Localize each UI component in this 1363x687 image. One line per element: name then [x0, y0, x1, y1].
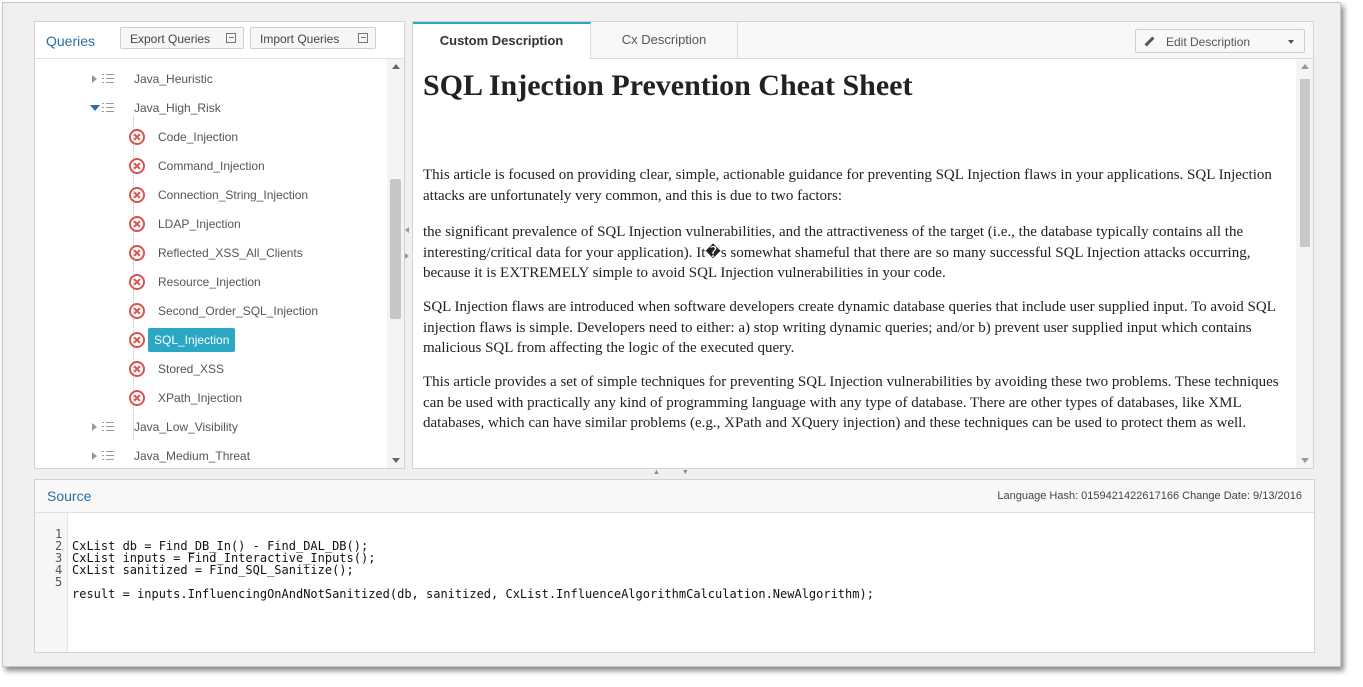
tree-item-sql-injection[interactable] — [35, 328, 375, 352]
tree-item-label: Connection_String_Injection — [158, 188, 309, 202]
import-icon — [358, 33, 368, 43]
tree-item-label: Resource_Injection — [158, 275, 261, 289]
tree-group-java-low-visibility[interactable] — [35, 415, 375, 439]
description-scrollbar[interactable] — [1296, 59, 1313, 468]
tree-item-ldap-injection[interactable] — [35, 212, 375, 236]
query-error-icon — [129, 216, 145, 232]
line-number: 1 — [55, 527, 63, 541]
tree-item-resource-injection[interactable] — [35, 270, 375, 294]
description-heading: SQL Injection Prevention Cheat Sheet — [423, 69, 913, 102]
tab-custom-description[interactable]: Custom Description — [413, 22, 591, 59]
queries-panel — [34, 21, 405, 469]
tree-item-stored-xss[interactable] — [35, 357, 375, 381]
expand-arrow-icon[interactable] — [92, 452, 97, 460]
collapse-arrow-icon[interactable] — [90, 105, 100, 111]
collapse-left-icon[interactable] — [405, 227, 409, 233]
line-number: 5 — [55, 575, 63, 589]
description-paragraph: This article is focused on providing clear, simple, actionable guidance for preventing SQL Injection flaws in your applications. SQL Injection attacks are unfortunately very common, and this is due to two factors: — [423, 167, 1272, 204]
query-error-icon — [129, 332, 145, 348]
code-text: CxList db = Find_DB_In() - Find_DAL_DB(); — [72, 539, 369, 553]
tree-group-label: Java_Heuristic — [134, 72, 213, 86]
edit-description-label: Edit Description — [1166, 35, 1251, 49]
query-error-icon — [129, 274, 145, 290]
code-line — [35, 552, 93, 577]
line-number: 4 — [55, 563, 63, 577]
export-icon — [226, 33, 236, 43]
panel-splitter[interactable] — [403, 223, 412, 263]
tree-group-java-heuristic[interactable] — [35, 67, 375, 91]
tree-item-label-selected: SQL_Injection — [148, 328, 235, 352]
tree-item-label: XPath_Injection — [158, 391, 243, 405]
query-error-icon — [129, 361, 145, 377]
tree-item-label: Stored_XSS — [158, 362, 225, 376]
queries-header — [35, 22, 404, 59]
source-meta: Language Hash: 0159421422617166 Change Date: 9/13/2016 — [997, 490, 1302, 502]
tree-item-connection-string-injection[interactable] — [35, 183, 375, 207]
export-queries-button[interactable] — [120, 27, 244, 49]
source-title: Source — [47, 488, 92, 504]
list-icon — [102, 102, 114, 114]
import-queries-label: Import Queries — [260, 32, 340, 46]
code-text: result = inputs.InfluencingOnAndNotSanitized(db, sanitized, CxList.InfluenceAlgorithmCalculation.NewAlgorithm); — [72, 587, 874, 601]
app-window — [2, 2, 1341, 667]
tree-item-command-injection[interactable] — [35, 154, 375, 178]
query-error-icon — [129, 187, 145, 203]
scroll-up-icon[interactable] — [1301, 64, 1309, 69]
expand-arrow-icon[interactable] — [92, 423, 97, 431]
tree-item-code-injection[interactable] — [35, 125, 375, 149]
tree-group-java-high-risk[interactable] — [35, 96, 375, 120]
tree-group-label: Java_Medium_Threat — [134, 449, 251, 463]
tree-item-label: Reflected_XSS_All_Clients — [158, 246, 303, 260]
description-paragraph: the significant prevalence of SQL Injection vulnerabilities, and the attractiveness of the target (i.e., the database typically contains all the interesting/critical data for your application). It�s somewhat shameful that there are so many successful SQL Injection attacks occurring, because it is EXTREMELY simple to avoid SQL Injection vulnerabilities in your code. — [423, 224, 1251, 281]
list-icon — [102, 450, 114, 462]
query-tree-scrollbar[interactable] — [387, 59, 404, 468]
scrollbar-thumb[interactable] — [1300, 79, 1310, 247]
tree-item-label: LDAP_Injection — [158, 217, 241, 231]
horizontal-splitter-icon[interactable]: ▲▼ — [653, 469, 711, 476]
export-queries-label: Export Queries — [130, 32, 211, 46]
source-header — [35, 480, 1314, 513]
query-error-icon — [129, 129, 145, 145]
scroll-down-icon[interactable] — [392, 458, 400, 463]
code-text: CxList inputs = Find_Interactive_Inputs(); — [72, 551, 376, 565]
description-panel — [412, 21, 1314, 469]
query-error-icon — [129, 303, 145, 319]
query-error-icon — [129, 245, 145, 261]
chevron-down-icon[interactable] — [1288, 40, 1294, 44]
tree-item-reflected-xss-all-clients[interactable] — [35, 241, 375, 265]
queries-title: Queries — [46, 33, 96, 49]
scroll-up-icon[interactable] — [392, 64, 400, 69]
description-tabs — [413, 22, 1313, 59]
query-error-icon — [129, 158, 145, 174]
list-icon — [102, 421, 114, 433]
code-text: CxList sanitized = Find_SQL_Sanitize(); — [72, 563, 354, 577]
tree-item-xpath-injection[interactable] — [35, 386, 375, 410]
line-number: 3 — [55, 551, 63, 565]
import-queries-button[interactable] — [250, 27, 376, 49]
tree-group-label: Java_Low_Visibility — [134, 420, 238, 434]
tree-item-label: Second_Order_SQL_Injection — [158, 304, 319, 318]
collapse-right-icon[interactable] — [405, 253, 409, 259]
tree-item-second-order-sql-injection[interactable] — [35, 299, 375, 323]
list-icon — [102, 73, 114, 85]
tree-group-java-medium-threat[interactable] — [35, 444, 375, 468]
description-paragraph: This article provides a set of simple techniques for preventing SQL Injection vulnerabilities by avoiding these two problems. These techniques can be used with practically any kind of programming language with any type of database. There are other types of databases, like XML databases, which can have similar problems (e.g., XPath and XQuery injection) and these techniques can be used to protect them as well. — [423, 374, 1279, 431]
query-tree — [35, 59, 385, 468]
edit-description-button[interactable] — [1135, 29, 1305, 53]
scroll-down-icon[interactable] — [1301, 458, 1309, 463]
query-error-icon — [129, 390, 145, 406]
pencil-icon — [1145, 37, 1155, 47]
expand-arrow-icon[interactable] — [92, 75, 97, 83]
description-paragraph: SQL Injection flaws are introduced when software developers create dynamic database queries that include user supplied input. To avoid SQL injection flaws is simple. Developers need to either: a) stop writing dynamic queries; and/or b) prevent user supplied input which contains malicious SQL from affecting the logic of the executed query. — [423, 299, 1276, 356]
scrollbar-thumb[interactable] — [390, 179, 401, 319]
tab-cx-description[interactable]: Cx Description — [591, 22, 738, 58]
description-content — [413, 59, 1295, 468]
tree-group-label: Java_High_Risk — [134, 101, 221, 115]
line-number: 2 — [55, 539, 63, 553]
code-line — [35, 516, 369, 553]
tree-item-label: Command_Injection — [158, 159, 265, 173]
tree-item-label: Code_Injection — [158, 130, 239, 144]
source-panel — [34, 479, 1315, 653]
